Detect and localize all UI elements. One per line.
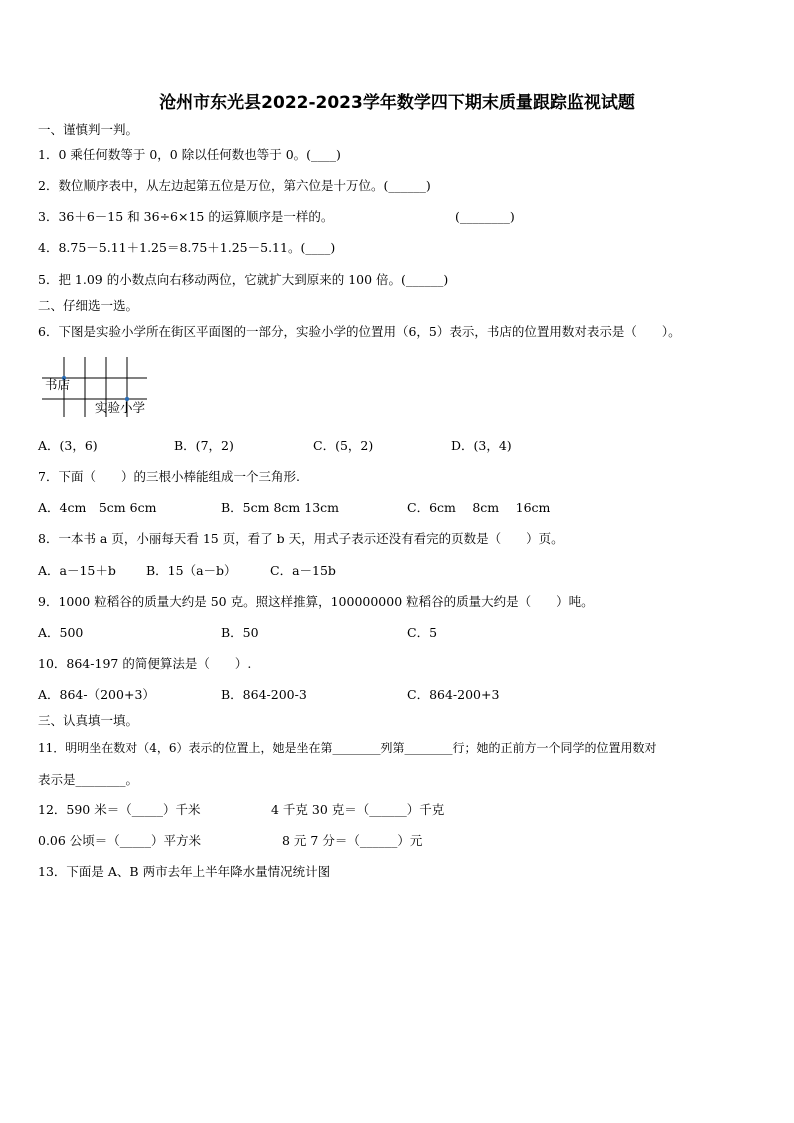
q6-option-b: B．(7，2) xyxy=(174,438,234,453)
question-11-line-1: 11．明明坐在数对（4，6）表示的位置上，她是坐在第________列第________行；她的正前方一个同学的位置用数对 xyxy=(38,741,657,755)
question-12-part-3: 0.06 公顷＝（_____）平方米 xyxy=(38,833,202,848)
q9-option-c: C．5 xyxy=(407,625,438,640)
bookstore-label: 书店 xyxy=(45,377,71,392)
question-5: 5．把 1.09 的小数点向右移动两位，它就扩大到原来的 100 倍。(______) xyxy=(38,272,449,287)
q8-option-c: C．a－15b xyxy=(270,563,336,578)
question-12-part-1: 12．590 米＝（_____）千米 xyxy=(38,802,201,817)
question-3-blank: (________) xyxy=(455,209,515,224)
q8-option-a: A．a－15＋b xyxy=(38,563,116,578)
q10-option-a: A．864-（200+3） xyxy=(38,687,155,702)
section-heading-1: 一、谨慎判一判。 xyxy=(38,122,139,137)
question-11-line-2: 表示是________。 xyxy=(38,772,139,787)
question-9: 9．1000 粒稻谷的质量大约是 50 克。照这样推算，100000000 粒稻谷的质量大约是（ ）吨。 xyxy=(38,594,594,609)
street-map-diagram xyxy=(42,357,172,419)
q6-option-a: A．(3，6) xyxy=(38,438,98,453)
q6-option-d: D．(3，4) xyxy=(451,438,512,453)
question-3: 3．36＋6－15 和 36÷6×15 的运算顺序是一样的。 xyxy=(38,209,334,224)
q9-option-b: B．50 xyxy=(221,625,259,640)
q6-option-c: C．(5，2) xyxy=(313,438,374,453)
question-10: 10．864-197 的简便算法是（ ）. xyxy=(38,656,252,671)
question-13: 13．下面是 A、B 两市去年上半年降水量情况统计图 xyxy=(38,864,331,879)
section-heading-2: 二、仔细选一选。 xyxy=(38,298,139,313)
q7-option-c: C．6cm 8cm 16cm xyxy=(407,500,551,515)
q10-option-c: C．864-200+3 xyxy=(407,687,500,702)
question-2: 2．数位顺序表中，从左边起第五位是万位，第六位是十万位。(______) xyxy=(38,178,431,193)
page-title: 沧州市东光县2022-2023学年数学四下期末质量跟踪监视试题 xyxy=(159,93,635,113)
question-6: 6．下图是实验小学所在街区平面图的一部分，实验小学的位置用（6，5）表示，书店的位置用数对表示是（ ）。 xyxy=(38,324,681,339)
question-4: 4．8.75－5.11＋1.25＝8.75＋1.25－5.11。(____) xyxy=(38,240,336,255)
question-12-part-4: 8 元 7 分＝（______）元 xyxy=(282,833,423,848)
q10-option-b: B．864-200-3 xyxy=(221,687,307,702)
school-label: 实验小学 xyxy=(95,400,146,415)
question-7: 7．下面（ ）的三根小棒能组成一个三角形. xyxy=(38,469,300,484)
question-8: 8．一本书 a 页，小丽每天看 15 页，看了 b 天，用式子表示还没有看完的页数是（ ）页。 xyxy=(38,531,564,546)
question-1: 1．0 乘任何数等于 0，0 除以任何数也等于 0。(____) xyxy=(38,147,341,162)
q7-option-a: A．4cm 5cm 6cm xyxy=(38,500,157,515)
section-heading-3: 三、认真填一填。 xyxy=(38,713,139,728)
question-12-part-2: 4 千克 30 克＝（______）千克 xyxy=(271,802,445,817)
q8-option-b: B．15（a－b） xyxy=(146,563,237,578)
q9-option-a: A．500 xyxy=(38,625,84,640)
q7-option-b: B．5cm 8cm 13cm xyxy=(221,500,340,515)
